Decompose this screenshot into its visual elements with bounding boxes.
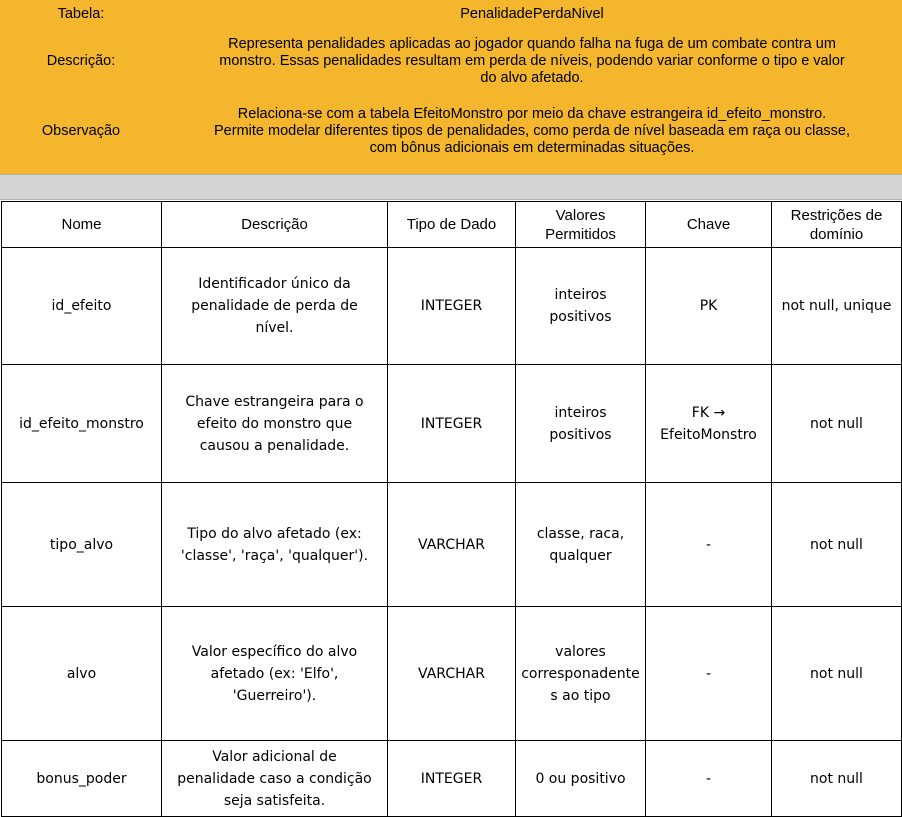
cell-chave: - bbox=[646, 607, 772, 741]
cell-valores: 0 ou positivo bbox=[516, 741, 646, 817]
observacao-line: Permite modelar diferentes tipos de penalidades, como perda de nível baseada em raça ou classe, bbox=[214, 123, 850, 139]
observacao-line: Relaciona-se com a tabela EfeitoMonstro por meio da chave estrangeira id_efeito_monstro. bbox=[237, 106, 827, 122]
cell-nome: id_efeito_monstro bbox=[2, 365, 162, 483]
col-chave-header: Chave bbox=[646, 202, 772, 248]
tabela-value: PenalidadePerdaNivel bbox=[460, 6, 604, 22]
descricao-label: Descrição: bbox=[46, 53, 116, 69]
observacao-text bbox=[162, 106, 902, 157]
col-nome-header: Nome bbox=[2, 202, 162, 248]
cell-valores: inteiros positivos bbox=[516, 365, 646, 483]
cell-tipo: INTEGER bbox=[388, 365, 516, 483]
col-restricoes-header: Restrições de domínio bbox=[772, 202, 902, 248]
cell-tipo: VARCHAR bbox=[388, 483, 516, 607]
cell-valores: inteiros positivos bbox=[516, 248, 646, 365]
table-info-header bbox=[0, 0, 902, 174]
cell-chave: - bbox=[646, 483, 772, 607]
attributes-table bbox=[1, 201, 902, 817]
cell-descricao: Identificador único da penalidade de perda de nível. bbox=[162, 248, 388, 365]
cell-chave: PK bbox=[646, 248, 772, 365]
table-header-row bbox=[2, 202, 902, 248]
table-row bbox=[2, 607, 902, 741]
tabela-label: Tabela: bbox=[57, 6, 105, 22]
cell-chave: - bbox=[646, 741, 772, 817]
cell-nome: id_efeito bbox=[2, 248, 162, 365]
cell-restricoes: not null bbox=[772, 365, 902, 483]
observacao-label: Observação bbox=[41, 123, 121, 139]
table-row bbox=[2, 483, 902, 607]
table-row bbox=[2, 741, 902, 817]
cell-chave: FK → EfeitoMonstro bbox=[646, 365, 772, 483]
col-descricao-header: Descrição bbox=[162, 202, 388, 248]
cell-restricoes: not null bbox=[772, 607, 902, 741]
observacao-line: com bônus adicionais em determinadas situações. bbox=[369, 140, 695, 156]
cell-valores: valores corresponadente s ao tipo bbox=[516, 607, 646, 741]
descricao-line: do alvo afetado. bbox=[480, 70, 584, 86]
separator-band bbox=[0, 174, 902, 200]
col-valores-header: Valores Permitidos bbox=[516, 202, 646, 248]
col-tipo-header: Tipo de Dado bbox=[388, 202, 516, 248]
table-row bbox=[2, 248, 902, 365]
cell-nome: tipo_alvo bbox=[2, 483, 162, 607]
cell-valores: classe, raca, qualquer bbox=[516, 483, 646, 607]
cell-descricao: Chave estrangeira para o efeito do monstro que causou a penalidade. bbox=[162, 365, 388, 483]
cell-tipo: VARCHAR bbox=[388, 607, 516, 741]
cell-restricoes: not null, unique bbox=[772, 248, 902, 365]
cell-restricoes: not null bbox=[772, 741, 902, 817]
descricao-line: monstro. Essas penalidades resultam em perda de níveis, podendo variar conforme o tipo e valor bbox=[219, 53, 845, 69]
cell-descricao: Valor específico do alvo afetado (ex: 'Elfo', 'Guerreiro'). bbox=[162, 607, 388, 741]
table-row bbox=[2, 365, 902, 483]
descricao-line: Representa penalidades aplicadas ao jogador quando falha na fuga de um combate contra um bbox=[228, 36, 836, 52]
cell-nome: alvo bbox=[2, 607, 162, 741]
cell-descricao: Tipo do alvo afetado (ex: 'classe', 'raça', 'qualquer'). bbox=[162, 483, 388, 607]
cell-restricoes: not null bbox=[772, 483, 902, 607]
cell-tipo: INTEGER bbox=[388, 248, 516, 365]
descricao-text bbox=[162, 36, 902, 87]
cell-nome: bonus_poder bbox=[2, 741, 162, 817]
cell-tipo: INTEGER bbox=[388, 741, 516, 817]
cell-descricao: Valor adicional de penalidade caso a condição seja satisfeita. bbox=[162, 741, 388, 817]
